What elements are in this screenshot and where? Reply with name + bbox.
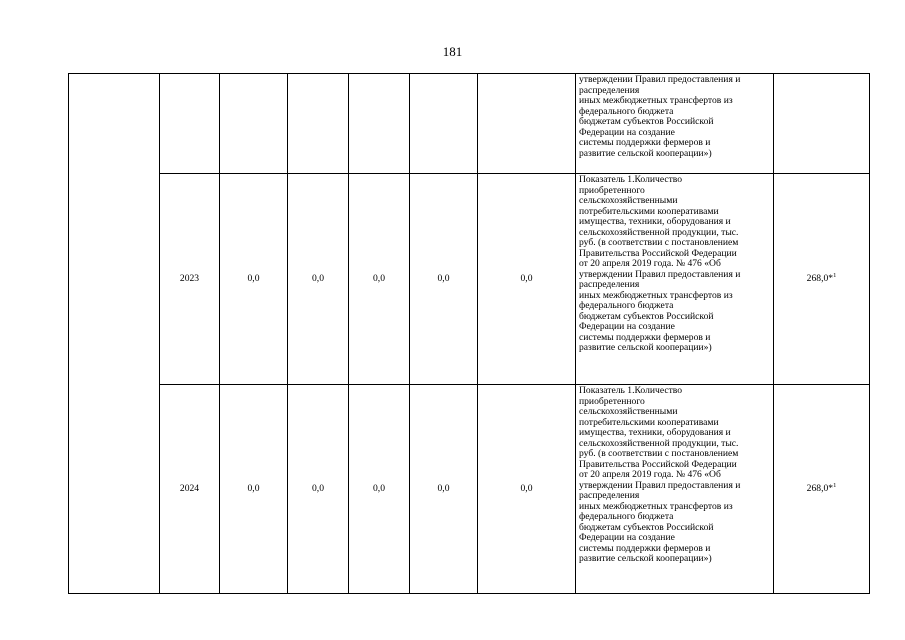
value-cell: 0,0 <box>349 385 410 594</box>
description-line: системы поддержки фермеров и <box>579 137 711 148</box>
table-row <box>69 174 870 385</box>
description-line: Федерации на создание <box>579 126 675 138</box>
description-line: сельскохозяйственной продукции, тыс. <box>579 226 739 238</box>
indicator-value: 268,0*$^1$ <box>774 174 870 385</box>
footnote-marker: 1 <box>833 271 837 279</box>
value-cell: 0,0 <box>478 174 576 385</box>
description-line: от 20 апреля 2019 года. № 476 «Об <box>579 258 721 269</box>
description-line: Федерации на создание <box>579 321 675 332</box>
value-cell <box>349 74 410 174</box>
description-line: распределения <box>579 84 640 96</box>
indicator-value: 268,0*$^1$ <box>774 385 870 594</box>
description-line: сельскохозяйственными <box>579 406 678 417</box>
indicator-description <box>576 74 774 174</box>
description-line: федерального бюджета <box>579 105 674 117</box>
description-line: утверждении Правил предоставления и <box>579 268 741 280</box>
value-cell <box>288 74 349 174</box>
value-cell <box>410 74 478 174</box>
description-line: утверждении Правил предоставления и <box>579 74 741 85</box>
description-line: руб. (в соответствии с постановлением <box>579 448 739 459</box>
year-cell: 2024 <box>160 385 220 594</box>
description-line: развитие сельской кооперации») <box>579 342 712 353</box>
description-line: развитие сельской кооперации») <box>579 147 712 159</box>
description-line: системы поддержки фермеров и <box>579 331 711 343</box>
description-line: распределения <box>579 279 640 290</box>
year-cell <box>160 74 220 174</box>
description-line: Показатель 1.Количество <box>579 174 683 185</box>
description-line: потребительскими кооперативами <box>579 416 719 428</box>
description-line: утверждении Правил предоставления и <box>579 479 741 491</box>
description-line: иных межбюджетных трансфертов из <box>579 500 733 512</box>
description-line: федерального бюджета <box>579 300 674 311</box>
indicator-description <box>576 174 774 385</box>
description-line: бюджетам субъектов Российской <box>579 521 714 533</box>
description-line: федерального бюджета <box>579 511 674 522</box>
value-cell: 0,0 <box>410 174 478 385</box>
description-line: приобретенного <box>579 395 645 407</box>
description-line: Федерации на создание <box>579 532 675 543</box>
description-line: от 20 апреля 2019 года. № 476 «Об <box>579 469 721 480</box>
table-row <box>69 385 870 594</box>
table-row <box>69 74 870 174</box>
footnote-marker: 1 <box>833 481 837 489</box>
description-line: имущества, техники, оборудования и <box>579 216 731 227</box>
page-number: 181 <box>442 44 463 59</box>
merged-cell <box>69 74 160 594</box>
description-line: иных межбюджетных трансфертов из <box>579 95 733 106</box>
description-line: Показатель 1.Количество <box>579 385 683 396</box>
description-line: приобретенного <box>579 184 645 196</box>
data-table <box>68 73 870 594</box>
description-line: иных межбюджетных трансфертов из <box>579 289 733 301</box>
value-cell: 0,0 <box>220 385 288 594</box>
description-line: бюджетам субъектов Российской <box>579 116 714 127</box>
value-cell <box>478 74 576 174</box>
indicator-description <box>576 385 774 594</box>
description-line: развитие сельской кооперации») <box>579 553 712 564</box>
description-line: сельскохозяйственной продукции, тыс. <box>579 437 739 449</box>
description-line: распределения <box>579 490 640 501</box>
value-cell: 0,0 <box>349 174 410 385</box>
description-line: системы поддержки фермеров и <box>579 542 711 554</box>
description-line: имущества, техники, оборудования и <box>579 427 731 438</box>
value-cell: 0,0 <box>478 385 576 594</box>
description-line: Правительства Российской Федерации <box>579 458 737 470</box>
value-cell: 0,0 <box>288 385 349 594</box>
indicator-value <box>774 74 870 174</box>
year-cell: 2023 <box>160 174 220 385</box>
description-line: потребительскими кооперативами <box>579 205 719 217</box>
value-cell: 0,0 <box>288 174 349 385</box>
description-line: бюджетам субъектов Российской <box>579 310 714 322</box>
value-cell: 0,0 <box>220 174 288 385</box>
value-cell: 0,0 <box>410 385 478 594</box>
value-cell <box>220 74 288 174</box>
description-line: руб. (в соответствии с постановлением <box>579 237 739 248</box>
description-line: сельскохозяйственными <box>579 195 678 206</box>
description-line: Правительства Российской Федерации <box>579 247 737 259</box>
